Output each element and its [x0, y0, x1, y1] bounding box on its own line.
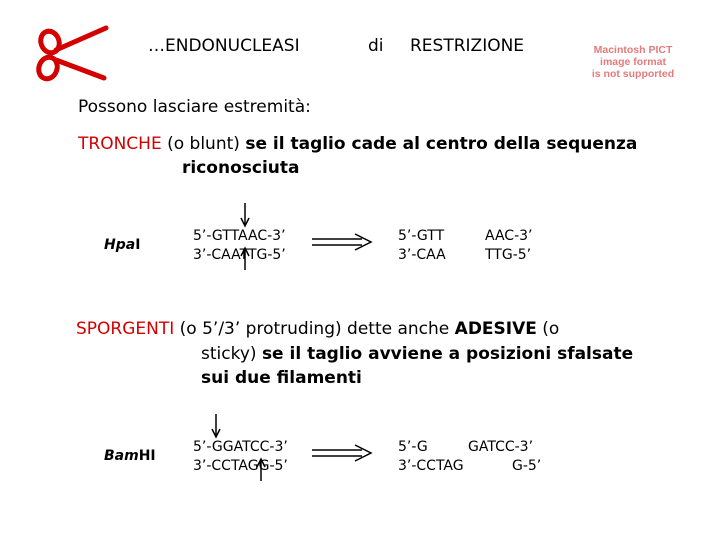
- enzyme-bamhi: [104, 448, 156, 464]
- enzyme-hpai-suffix: I: [135, 237, 141, 253]
- blunt-paren: (o blunt): [167, 134, 240, 154]
- hpai-seq-top: 5’-GTTAAC-3’: [193, 228, 286, 244]
- title-restrizione: RESTRIZIONE: [410, 36, 525, 56]
- sticky-line-2: [201, 343, 633, 365]
- bamhi-seq-bottom: 3’-CCTAGG-5’: [193, 458, 288, 474]
- sticky-line-3: sui due filamenti: [201, 368, 362, 388]
- bamhi-top-cut-arrow-icon: [212, 414, 220, 437]
- pict-line-3: is not supported: [591, 68, 675, 80]
- sticky-line-1: [76, 318, 559, 340]
- blunt-line-1: [78, 133, 637, 155]
- sticky-paren-1: (o 5’/3’ protruding) dette anche: [179, 319, 450, 339]
- blunt-rest-line-1: se il taglio cade al centro della sequenza: [245, 134, 638, 154]
- bamhi-seq-top: 5’-GGATCC-3’: [193, 439, 288, 455]
- title-endonucleasi: …ENDONUCLEASI: [148, 36, 300, 56]
- enzyme-hpai: [104, 237, 140, 253]
- sticky-keyword: SPORGENTI: [76, 319, 175, 339]
- hpai-left-fragment: [398, 227, 446, 265]
- enzyme-bamhi-suffix: HI: [138, 448, 156, 464]
- sticky-keyword-2: ADESIVE: [454, 319, 537, 339]
- blunt-keyword: TRONCHE: [78, 134, 162, 154]
- hpai-left-bottom: 3’-CAA: [398, 247, 446, 263]
- hpai-double-arrow-icon: [312, 234, 371, 250]
- bamhi-right-top-fragment: GATCC-3’: [468, 439, 534, 455]
- hpai-right-bottom: TTG-5’: [485, 247, 532, 263]
- sticky-line-2a: sticky): [201, 344, 257, 364]
- bamhi-left-top: 5’-G: [398, 439, 428, 455]
- pict-line-1: Macintosh PICT: [593, 44, 673, 56]
- sticky-paren-2: (o: [542, 319, 560, 339]
- pict-placeholder: [585, 44, 681, 80]
- hpai-sequence: [193, 227, 286, 265]
- title-di: di: [368, 36, 384, 56]
- pict-line-2: image format: [600, 56, 666, 68]
- blunt-rest-line-2: riconosciuta: [182, 158, 300, 178]
- enzyme-hpai-prefix: Hpa: [104, 237, 136, 253]
- sticky-line-2b: se il taglio avviene a posizioni sfalsate: [261, 344, 634, 364]
- hpai-top-cut-arrow-icon: [241, 203, 249, 226]
- bamhi-sequence: [193, 438, 288, 476]
- enzyme-bamhi-prefix: Bam: [104, 448, 139, 464]
- intro-text: Possono lasciare estremità:: [78, 97, 311, 117]
- bamhi-double-arrow-icon: [312, 445, 371, 461]
- hpai-seq-bottom: 3’-CAATTG-5’: [193, 247, 286, 263]
- bamhi-left-fragment: [398, 438, 464, 476]
- bamhi-right-bottom-fragment: G-5’: [512, 458, 542, 474]
- hpai-right-fragment: [485, 227, 532, 265]
- hpai-left-top: 5’-GTT: [398, 228, 445, 244]
- hpai-right-top: AAC-3’: [485, 228, 533, 244]
- bamhi-left-bottom: 3’-CCTAG: [398, 458, 464, 474]
